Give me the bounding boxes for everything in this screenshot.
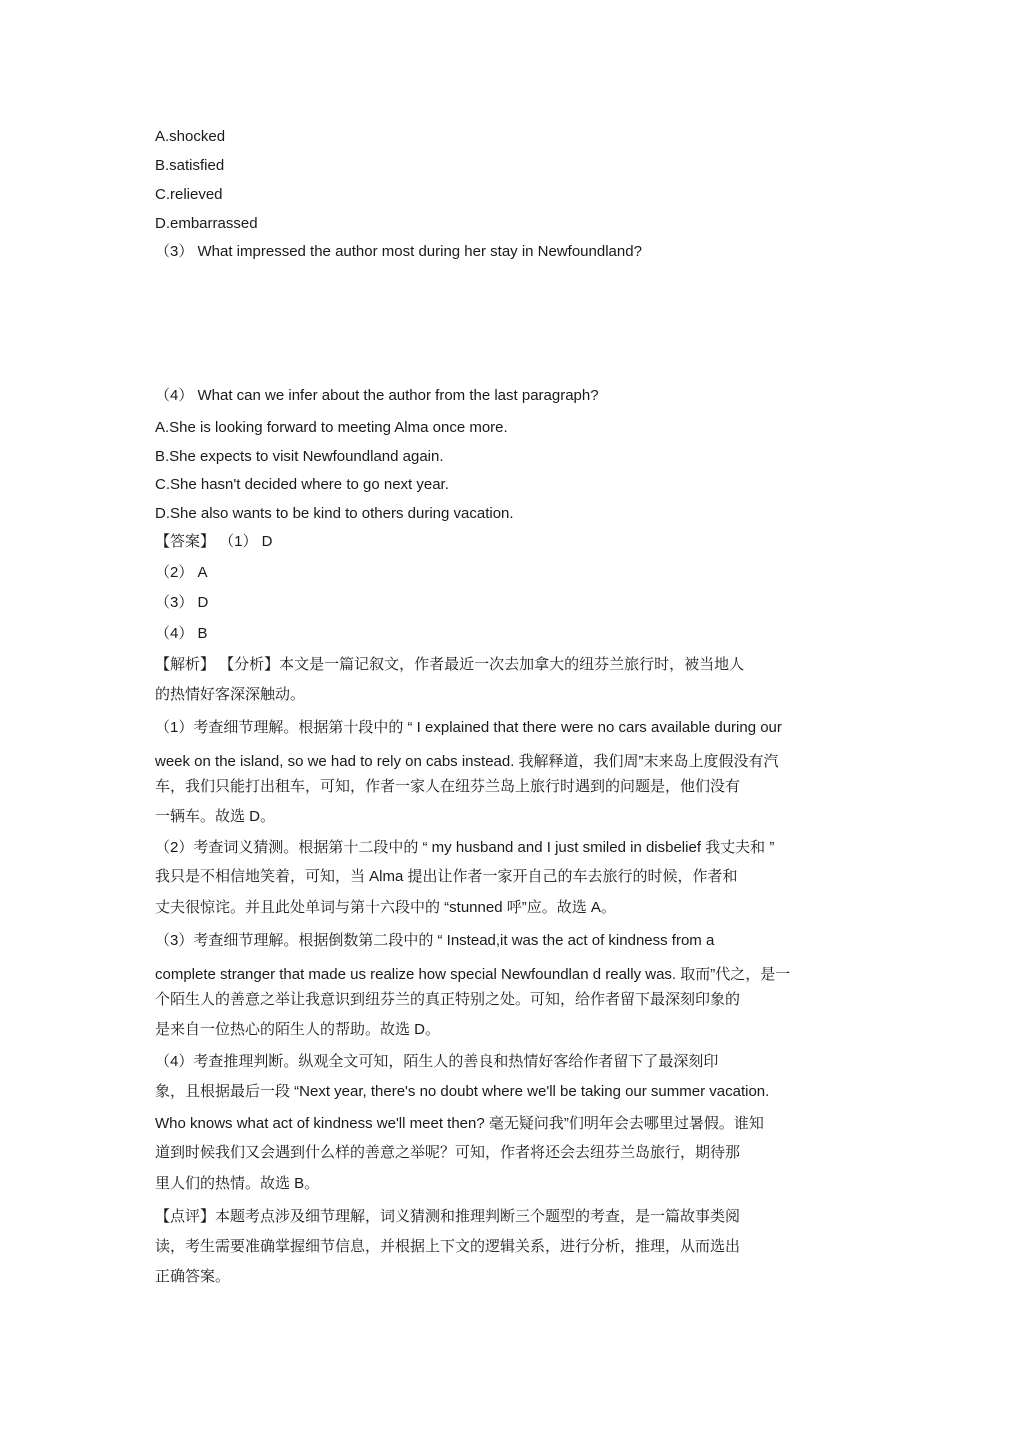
answer-line-2: （2） A (155, 564, 208, 581)
analysis-line: 一辆车。故选 D。 (155, 808, 276, 825)
analysis-line: 丈夫很惊诧。并且此处单词与第十六段中的 “stunned 呼”应。故选 A。 (155, 899, 616, 916)
analysis-line: Who knows what act of kindness we'll meet then? 毫无疑问我”们明年会去哪里过暑假。谁知 (155, 1115, 764, 1132)
question-3-stem: （3） What impressed the author most during her stay in Newfoundland? (155, 243, 642, 260)
analysis-line: week on the island, so we had to rely on cabs instead. 我解释道，我们周”末来岛上度假没有汽 (155, 753, 779, 770)
analysis-line: 我只是不相信地笑着，可知，当 Alma 提出让作者一家开自己的车去旅行的时候，作者和 (155, 868, 738, 885)
question-4-stem: （4） What can we infer about the author from the last paragraph? (155, 387, 599, 404)
option-d: D.embarrassed (155, 215, 258, 232)
analysis-line: （2）考查词义猜测。根据第十二段中的 “ my husband and I just smiled in disbelief 我丈夫和 ” (155, 839, 775, 856)
analysis-line: 是来自一位热心的陌生人的帮助。故选 D。 (155, 1021, 441, 1038)
answer-line-3: （3） D (155, 594, 209, 611)
comment-line: 读，考生需要准确掌握细节信息，并根据上下文的逻辑关系，进行分析，推理，从而选出 (155, 1238, 741, 1255)
q4-option-a: A.She is looking forward to meeting Alma once more. (155, 419, 508, 436)
analysis-line: 【解析】 【分析】本文是一篇记叙文，作者最近一次去加拿大的纽芬兰旅行时，被当地人 (155, 656, 745, 673)
option-b: B.satisfied (155, 157, 225, 174)
analysis-line: （3）考查细节理解。根据倒数第二段中的 “ Instead,it was the act of kindness from a (155, 932, 715, 949)
analysis-line: 的热情好客深深触动。 (155, 686, 306, 703)
comment-line: 【点评】本题考点涉及细节理解，词义猜测和推理判断三个题型的考查，是一篇故事类阅 (155, 1208, 741, 1225)
answer-line-4: （4） B (155, 625, 208, 642)
analysis-line: 道到时候我们又会遇到什么样的善意之举呢？可知，作者将还会去纽芬兰岛旅行，期待那 (155, 1144, 741, 1161)
q4-option-c: C.She hasn't decided where to go next year. (155, 476, 449, 493)
comment-line: 正确答案。 (155, 1268, 231, 1285)
option-c: C.relieved (155, 186, 223, 203)
option-a: A.shocked (155, 128, 226, 145)
analysis-line: 车，我们只能打出租车，可知，作者一家人在纽芬兰岛上旅行时遇到的问题是，他们没有 (155, 778, 741, 795)
analysis-line: （4）考查推理判断。纵观全文可知，陌生人的善良和热情好客给作者留下了最深刻印 (155, 1053, 719, 1070)
analysis-line: 里人们的热情。故选 B。 (155, 1175, 320, 1192)
q4-option-d: D.She also wants to be kind to others during vacation. (155, 505, 514, 522)
analysis-line: 个陌生人的善意之举让我意识到纽芬兰的真正特别之处。可知，给作者留下最深刻印象的 (155, 991, 741, 1008)
analysis-line: 象，且根据最后一段 “Next year, there's no doubt where we'll be taking our summer vacation. (155, 1083, 770, 1100)
analysis-line: （1）考查细节理解。根据第十段中的 “ I explained that there were no cars available during our (155, 719, 782, 736)
answer-line-1: 【答案】 （1） D (155, 533, 273, 550)
q4-option-b: B.She expects to visit Newfoundland again. (155, 448, 444, 465)
analysis-line: complete stranger that made us realize how special Newfoundlan d really was. 取而”代之，是一 (155, 966, 791, 983)
